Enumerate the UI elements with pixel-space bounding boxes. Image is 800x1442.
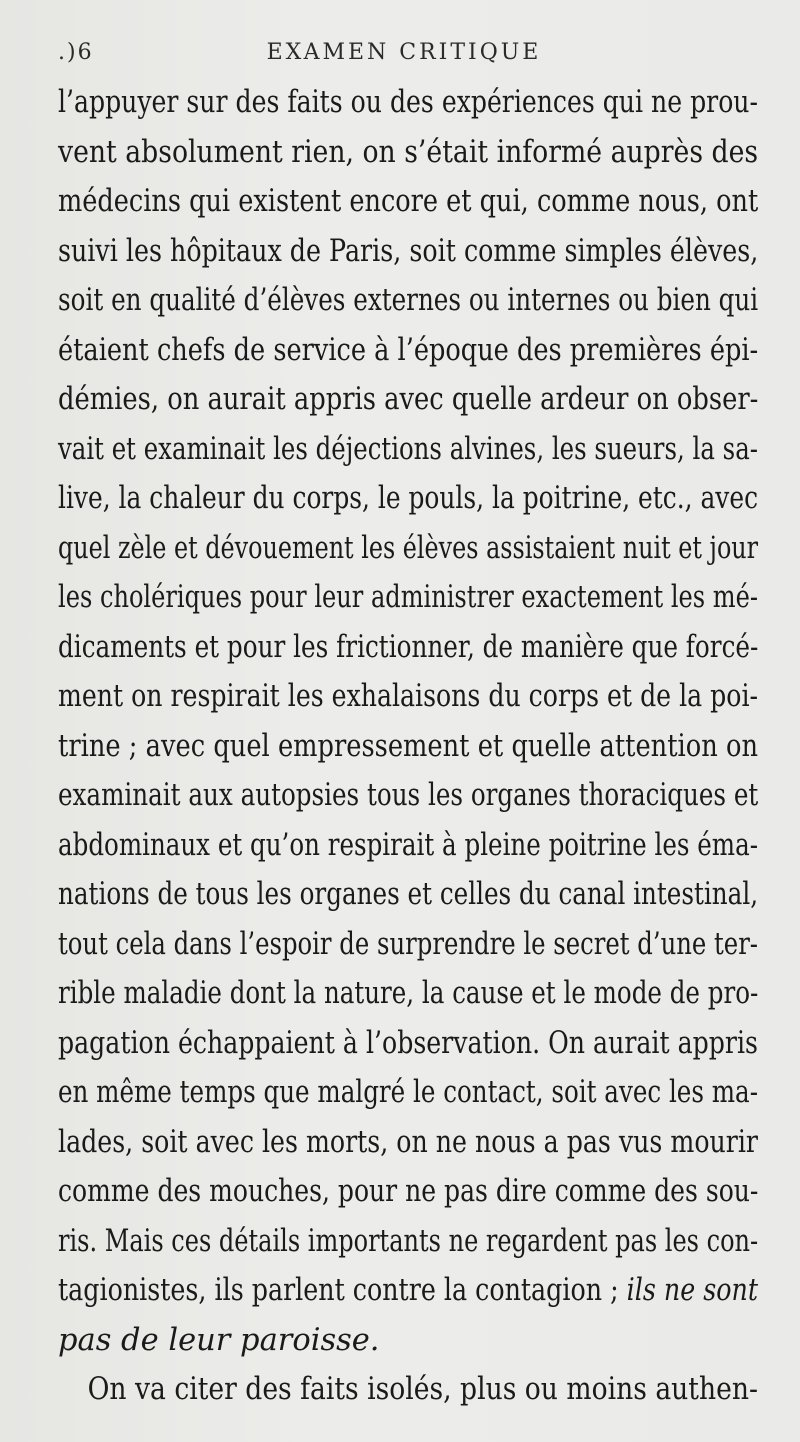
text-line: étaient chefs de service à l’époque des premières épi- [58, 332, 759, 368]
text-line: examinait aux autopsies tous les organes thoraciques et [58, 778, 759, 813]
text-line: médecins qui existent encore et qui, comme nous, ont [58, 184, 759, 219]
text-line: démies, on aurait appris avec quelle ardeur on obser- [58, 382, 759, 417]
text-line: pagation échappaient à l’observation. On aurait appris [58, 1025, 758, 1061]
text-line: abdominaux et qu’on respirait à pleine poitrine les éma- [58, 827, 759, 863]
text-line: nations de tous les organes et celles du canal intestinal, [58, 877, 759, 912]
page-number: .)6 [58, 40, 94, 65]
text-line: tout cela dans l’espoir de surprendre le secret d’une ter- [58, 926, 759, 962]
text-line: comme des mouches, pour ne pas dire comme des sou- [58, 1174, 759, 1209]
text-line: vent absolument rien, on s’était informé auprès des [58, 134, 759, 170]
text-segment: tagionistes, ils parlent contre la contagion ; [58, 1273, 619, 1308]
text-line: les cholériques pour leur administrer exactement les mé- [58, 580, 759, 615]
text-line: live, la chaleur du corps, le pouls, la poitrine, etc., avec [58, 481, 759, 516]
italic-text-line: pas de leur paroisse. [58, 1322, 380, 1358]
text-line: vait et examinait les déjections alvines, les sueurs, la sa- [58, 431, 758, 467]
page-header [58, 40, 750, 74]
text-line: dicaments et pour les frictionner, de manière que forcé- [58, 629, 759, 665]
text-line: en même temps que malgré le contact, soit avec les ma- [58, 1075, 759, 1110]
text-line: suivi les hôpitaux de Paris, soit comme simples élèves, [58, 233, 759, 269]
text-line: ris. Mais ces détails importants ne regardent pas les con- [58, 1223, 759, 1259]
text-line: soit en qualité d’élèves externes ou internes ou bien qui [58, 283, 759, 318]
text-line: l’appuyer sur des faits ou des expériences qui ne prou- [58, 85, 758, 120]
italic-text-segment: ils ne sont [626, 1273, 759, 1308]
text-line-mixed [58, 1266, 758, 1316]
running-head: EXAMEN CRITIQUE [266, 40, 542, 65]
text-line: rible maladie dont la nature, la cause et le mode de pro- [58, 976, 759, 1011]
text-line: lades, soit avec les morts, on ne nous a pas vus mourir [58, 1124, 758, 1160]
paragraph-start-line: On va citer des faits isolés, plus ou moins authen- [87, 1372, 758, 1407]
text-line: trine ; avec quel empressement et quelle attention on [58, 728, 759, 764]
body-text [58, 78, 758, 1415]
text-line: ment on respirait les exhalaisons du corps et de la poi- [58, 679, 759, 714]
text-line: quel zèle et dévouement les élèves assistaient nuit et jour [58, 530, 759, 566]
